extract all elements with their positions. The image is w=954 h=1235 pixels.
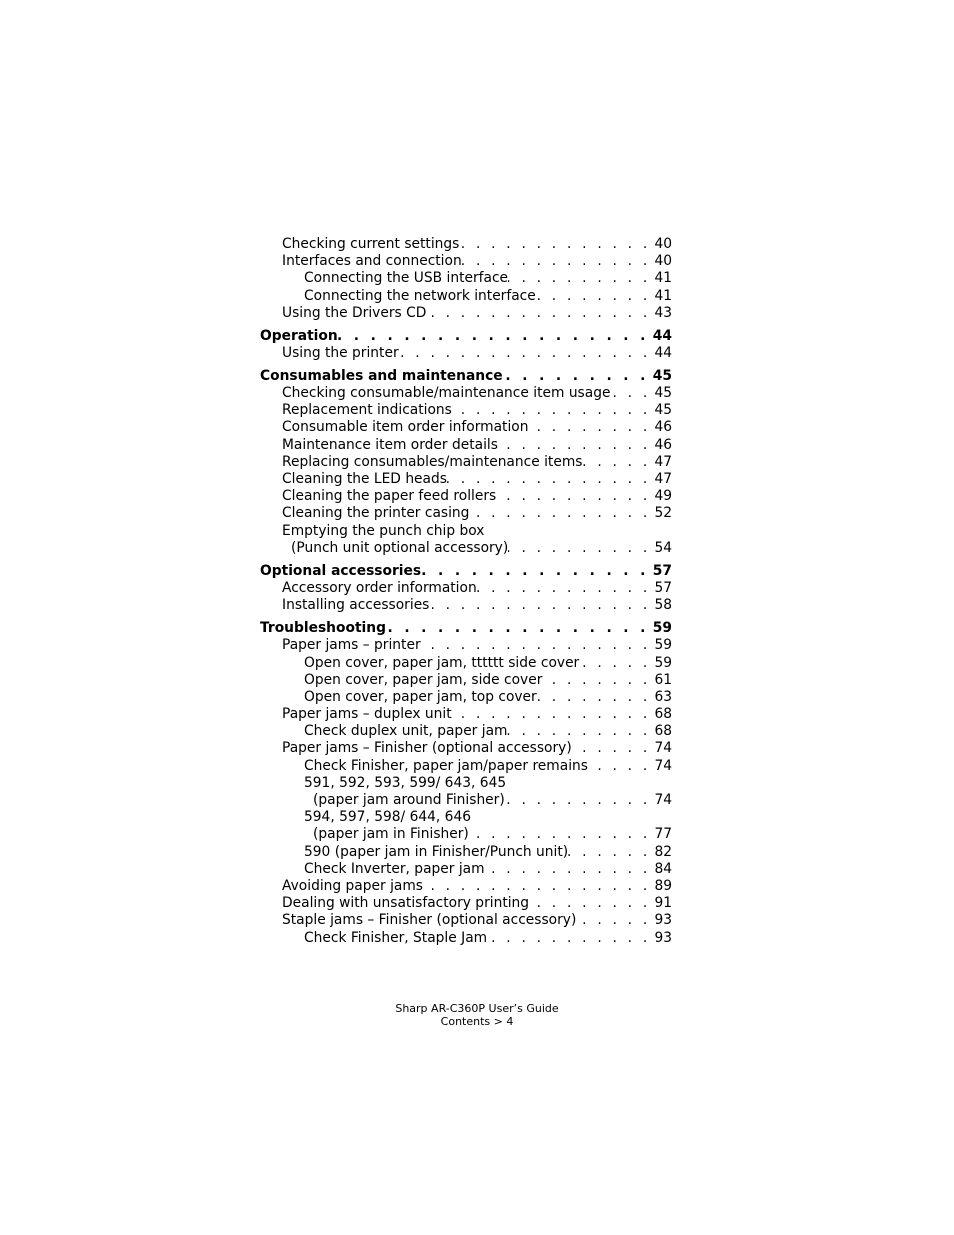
toc-dot-leader (582, 454, 650, 471)
toc-page-number: 59 (652, 620, 672, 637)
toc-page-number: 74 (654, 757, 672, 774)
toc-section-heading[interactable] (260, 328, 672, 345)
toc-dot-leader (459, 236, 650, 253)
toc-entry-title: 590 (paper jam in Finisher/Punch unit) (304, 843, 569, 860)
toc-entry[interactable] (260, 540, 672, 557)
toc-page-number: 45 (654, 402, 672, 419)
toc-entry[interactable] (260, 523, 672, 540)
toc-dot-leader (536, 288, 651, 305)
toc-dot-leader (447, 471, 650, 488)
toc-entry[interactable] (260, 844, 672, 861)
toc-dot-leader (386, 620, 649, 637)
toc-entry[interactable] (260, 437, 672, 454)
toc-entry[interactable] (260, 826, 672, 843)
toc-page-number: 49 (654, 488, 672, 505)
toc-entry-title: Replacing consumables/maintenance items (282, 453, 583, 470)
toc-entry[interactable] (260, 471, 672, 488)
toc-dot-leader (505, 792, 651, 809)
toc-entry[interactable] (260, 723, 672, 740)
footer-guide-title: Sharp AR-C360P User’s Guide (395, 1002, 559, 1015)
toc-dot-leader (496, 488, 650, 505)
toc-entry-title: Open cover, paper jam, tttttt side cover (304, 654, 580, 671)
toc-dot-leader (537, 689, 651, 706)
toc-dot-leader (421, 563, 649, 580)
toc-entry[interactable] (260, 253, 672, 270)
toc-entry-title: (paper jam in Finisher) (313, 826, 469, 843)
toc-dot-leader (477, 580, 651, 597)
toc-page-number: 59 (654, 637, 672, 654)
toc-dot-leader (429, 597, 650, 614)
toc-page-number: 63 (654, 688, 672, 705)
toc-dot-leader (579, 655, 650, 672)
toc-section-heading[interactable] (260, 563, 672, 580)
toc-entry-title: Consumable item order information (282, 419, 529, 436)
toc-dot-leader (568, 844, 650, 861)
toc-entry-title: Replacement indications (282, 402, 452, 419)
toc-entry-title: Check Finisher, paper jam/paper remains (304, 757, 588, 774)
toc-entry-title: Installing accessories (282, 597, 430, 614)
toc-dot-leader (542, 672, 650, 689)
toc-page-number: 93 (654, 912, 672, 929)
toc-dot-leader (452, 402, 651, 419)
toc-dot-leader (503, 368, 649, 385)
toc-dot-leader (610, 385, 650, 402)
toc-page-number: 47 (654, 453, 672, 470)
toc-dot-leader (508, 270, 650, 287)
toc-entry[interactable] (260, 689, 672, 706)
toc-entry-title: Paper jams – Finisher (optional accessory) (282, 740, 572, 757)
toc-entry-title: (Punch unit optional accessory) (291, 539, 509, 556)
toc-entry-title: Using the printer (282, 344, 399, 361)
toc-entry[interactable] (260, 488, 672, 505)
toc-page-number: 41 (654, 270, 672, 287)
toc-entry[interactable] (260, 878, 672, 895)
toc-entry-title: Checking current settings (282, 236, 460, 252)
toc-page-number: 93 (654, 929, 672, 946)
toc-entry[interactable] (260, 505, 672, 522)
toc-section-heading[interactable] (260, 620, 672, 637)
toc-entry-title: Staple jams – Finisher (optional accessory) (282, 912, 577, 929)
toc-entry[interactable] (260, 775, 672, 792)
toc-dot-leader (462, 253, 651, 270)
toc-dot-leader (399, 345, 651, 362)
toc-entry-title: Cleaning the LED heads (282, 471, 447, 488)
toc-entry-title: Accessory order information (282, 579, 477, 596)
toc-entry-title: Connecting the USB interface (304, 270, 509, 287)
toc-page-number: 82 (654, 843, 672, 860)
toc-entry[interactable] (260, 792, 672, 809)
toc-entry-title: Consumables and maintenance (260, 367, 503, 384)
toc-page-number: 61 (654, 671, 672, 688)
toc-entry[interactable] (260, 288, 672, 305)
toc-entry-title: Paper jams – printer (282, 637, 421, 654)
toc-entry-title: Paper jams – duplex unit (282, 706, 452, 723)
toc-entry[interactable] (260, 706, 672, 723)
toc-dot-leader (576, 912, 650, 929)
toc-entry[interactable] (260, 895, 672, 912)
toc-entry[interactable] (260, 580, 672, 597)
toc-page-number: 74 (654, 792, 672, 808)
toc-entry[interactable] (260, 454, 672, 471)
toc-entry[interactable] (260, 930, 672, 947)
toc-entry-title: Troubleshooting (260, 620, 386, 637)
toc-entry-title: Avoiding paper jams (282, 877, 423, 894)
toc-page-number: 68 (654, 706, 672, 723)
toc-entry[interactable] (260, 305, 672, 322)
toc-page-number: 52 (654, 505, 672, 522)
toc-entry-title: Open cover, paper jam, top cover (304, 688, 537, 705)
toc-dot-leader (423, 878, 650, 895)
toc-page-number: 44 (652, 327, 672, 344)
toc-section-heading[interactable] (260, 368, 672, 385)
toc-dot-leader (572, 740, 651, 757)
toc-page-number: 45 (654, 385, 672, 402)
page-footer (0, 1002, 954, 1028)
toc-page-number: 58 (654, 597, 672, 614)
toc-entry[interactable] (260, 597, 672, 614)
toc-entry-title: Dealing with unsatisfactory printing (282, 895, 530, 912)
toc-dot-leader (452, 706, 651, 723)
toc-entry[interactable] (260, 809, 672, 826)
table-of-contents (260, 236, 672, 947)
toc-entry-title: Open cover, paper jam, side cover (304, 671, 543, 688)
toc-entry[interactable] (260, 236, 672, 253)
toc-entry[interactable] (260, 270, 672, 287)
toc-entry-title: Cleaning the printer casing (282, 505, 470, 522)
toc-entry[interactable] (260, 402, 672, 419)
toc-entry-title: Using the Drivers CD (282, 304, 427, 321)
footer-page-reference: Contents > 4 (440, 1015, 514, 1028)
toc-dot-leader (487, 930, 650, 947)
toc-entry[interactable] (260, 912, 672, 929)
toc-dot-leader (528, 419, 650, 436)
toc-dot-leader (529, 895, 650, 912)
toc-page-number: 54 (654, 539, 672, 556)
toc-entry-title: Optional accessories (260, 562, 422, 579)
toc-entry-title: 591, 592, 593, 599/ 643, 645 (304, 774, 507, 791)
toc-entry-title: Interfaces and connection (282, 253, 462, 270)
toc-dot-leader (469, 826, 651, 843)
toc-entry-title: 594, 597, 598/ 644, 646 (304, 809, 472, 826)
toc-page-number: 74 (654, 740, 672, 757)
toc-page-number: 44 (654, 344, 672, 361)
toc-page-number: 40 (654, 236, 672, 252)
toc-dot-leader (588, 758, 650, 775)
toc-dot-leader (338, 328, 649, 345)
toc-dot-leader (469, 505, 650, 522)
toc-entry-title: Maintenance item order details (282, 436, 498, 453)
toc-entry-title: Emptying the punch chip box (282, 522, 485, 539)
toc-entry-title: Operation (260, 327, 338, 344)
toc-entry[interactable] (260, 861, 672, 878)
toc-entry-title: Check Inverter, paper jam (304, 860, 485, 877)
toc-page-number: 41 (654, 287, 672, 304)
toc-entry-title: Check Finisher, Staple Jam (304, 929, 488, 946)
toc-page-number: 68 (654, 723, 672, 740)
toc-page-number: 45 (652, 367, 672, 384)
toc-entry[interactable] (260, 345, 672, 362)
toc-page-number: 84 (654, 860, 672, 877)
toc-dot-leader (485, 861, 651, 878)
toc-page-number: 40 (654, 253, 672, 270)
toc-page-number: 46 (654, 436, 672, 453)
toc-dot-leader (421, 637, 651, 654)
toc-page-number: 89 (654, 877, 672, 894)
toc-entry-title: Checking consumable/maintenance item usage (282, 385, 611, 402)
toc-page-number: 46 (654, 419, 672, 436)
toc-entry[interactable] (260, 672, 672, 689)
toc-page-number: 57 (654, 579, 672, 596)
toc-page-number: 59 (654, 654, 672, 671)
toc-entry[interactable] (260, 637, 672, 654)
toc-page-number: 77 (654, 826, 672, 843)
toc-dot-leader (426, 305, 650, 322)
toc-entry-title: Connecting the network interface (304, 287, 536, 304)
toc-page-number: 57 (652, 562, 672, 579)
toc-entry-title: Cleaning the paper feed rollers (282, 488, 497, 505)
toc-entry-title: Check duplex unit, paper jam (304, 723, 508, 740)
toc-dot-leader (498, 437, 651, 454)
toc-page-number: 43 (654, 304, 672, 321)
toc-dot-leader (508, 540, 650, 557)
toc-entry[interactable] (260, 740, 672, 757)
toc-entry[interactable] (260, 385, 672, 402)
toc-page-number: 91 (654, 895, 672, 912)
toc-dot-leader (507, 723, 650, 740)
toc-entry-title: (paper jam around Finisher) (313, 792, 505, 808)
toc-entry[interactable] (260, 758, 672, 775)
toc-entry[interactable] (260, 655, 672, 672)
toc-entry[interactable] (260, 419, 672, 436)
toc-page-number: 47 (654, 471, 672, 488)
